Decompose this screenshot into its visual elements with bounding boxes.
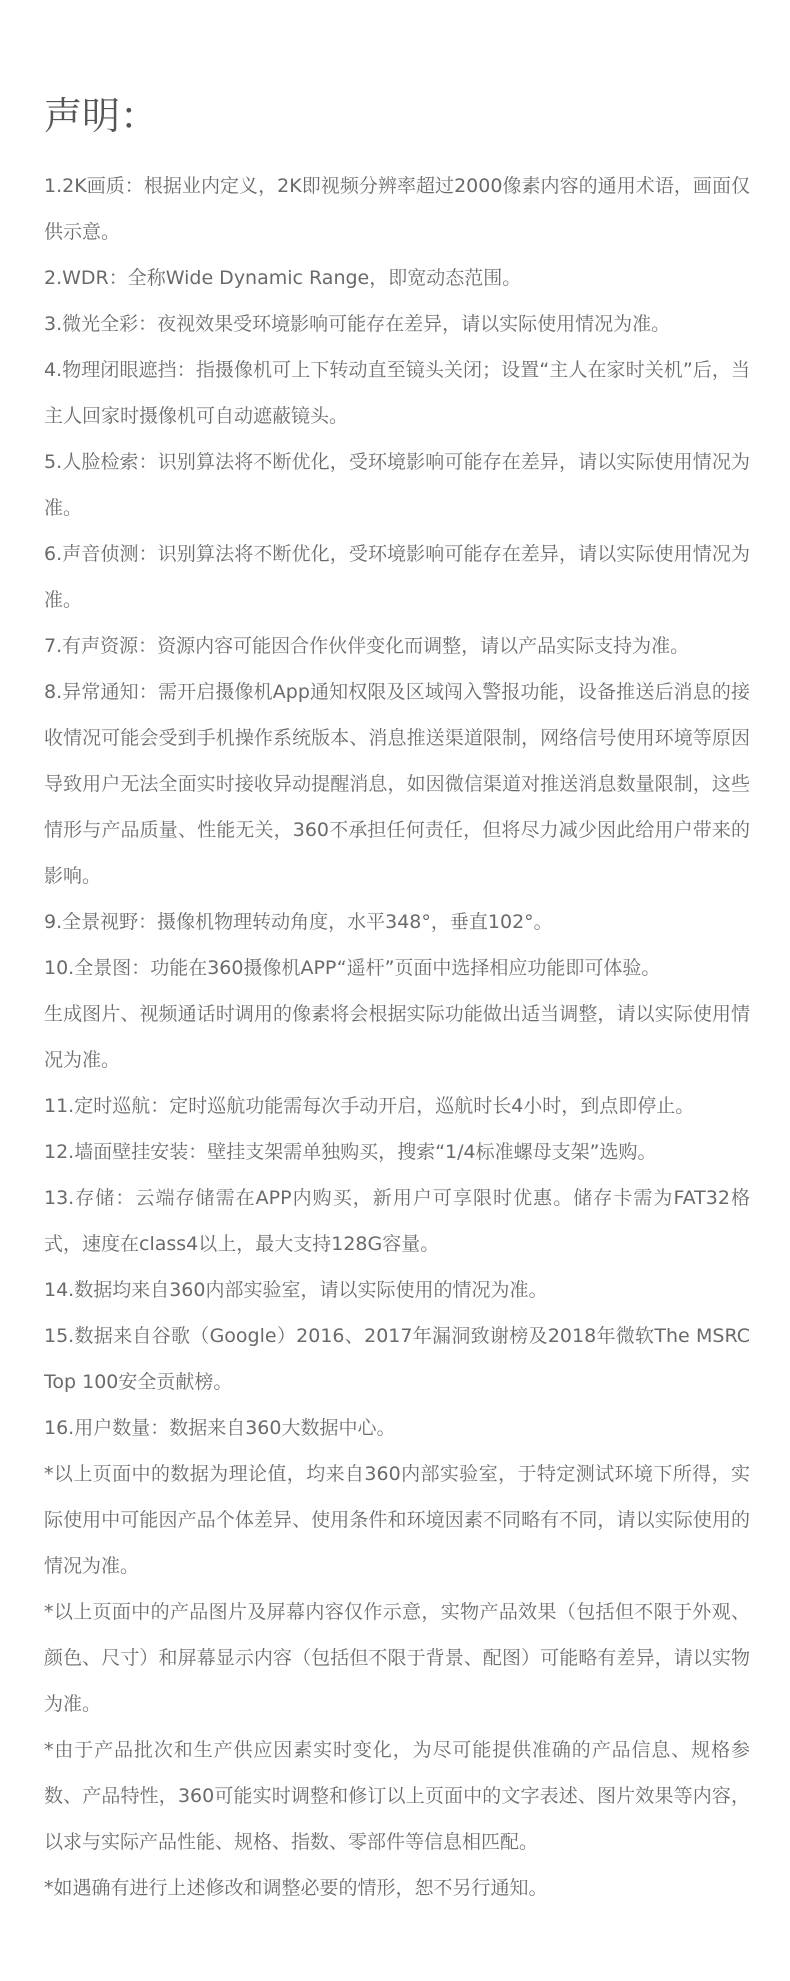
- disclaimer-item-15: 15.数据来自谷歌（Google）2016、2017年漏洞致谢榜及2018年微软The MSRC Top 100安全贡献榜。: [44, 1325, 750, 1393]
- disclaimer-item-7: 7.有声资源：资源内容可能因合作伙伴变化而调整，请以产品实际支持为准。: [44, 635, 690, 657]
- disclaimer-item-6: 6.声音侦测：识别算法将不断优化，受环境影响可能存在差异，请以实际使用情况为准。: [44, 543, 750, 611]
- disclaimer-item-13: 13.存储：云端存储需在APP内购买，新用户可享限时优惠。储存卡需为FAT32格式，速度在class4以上，最大支持128G容量。: [44, 1187, 750, 1255]
- disclaimer-note-3: *由于产品批次和生产供应因素实时变化，为尽可能提供准确的产品信息、规格参数、产品特性，360可能实时调整和修订以上页面中的文字表述、图片效果等内容，以求与实际产品性能、规格、指数、零部件等信息相匹配。: [44, 1739, 750, 1853]
- disclaimer-note-2: *以上页面中的产品图片及屏幕内容仅作示意，实物产品效果（包括但不限于外观、颜色、尺寸）和屏幕显示内容（包括但不限于背景、配图）可能略有差异，请以实物为准。: [44, 1601, 750, 1715]
- disclaimer-note-1: *以上页面中的数据为理论值，均来自360内部实验室，于特定测试环境下所得，实际使用中可能因产品个体差异、使用条件和环境因素不同略有不同，请以实际使用的情况为准。: [44, 1463, 750, 1577]
- disclaimer-item-1: 1.2K画质：根据业内定义，2K即视频分辨率超过2000像素内容的通用术语，画面仅供示意。: [44, 175, 750, 243]
- disclaimer-list: [44, 163, 750, 1911]
- disclaimer-item-10: 10.全景图：功能在360摄像机APP“遥杆”页面中选择相应功能即可体验。: [44, 957, 661, 979]
- disclaimer-item-4: 4.物理闭眼遮挡：指摄像机可上下转动直至镜头关闭；设置“主人在家时关机”后，当主人回家时摄像机可自动遮蔽镜头。: [44, 359, 750, 427]
- disclaimer-item-9: 9.全景视野：摄像机物理转动角度，水平348°，垂直102°。: [44, 911, 553, 933]
- disclaimer-item-10-note: 生成图片、视频通话时调用的像素将会根据实际功能做出适当调整，请以实际使用情况为准。: [44, 1003, 750, 1071]
- disclaimer-item-11: 11.定时巡航：定时巡航功能需每次手动开启，巡航时长4小时，到点即停止。: [44, 1095, 695, 1117]
- page-title: 声明：: [44, 94, 159, 138]
- disclaimer-item-5: 5.人脸检索：识别算法将不断优化，受环境影响可能存在差异，请以实际使用情况为准。: [44, 451, 750, 519]
- disclaimer-item-14: 14.数据均来自360内部实验室，请以实际使用的情况为准。: [44, 1279, 548, 1301]
- disclaimer-note-4: *如遇确有进行上述修改和调整必要的情形，恕不另行通知。: [44, 1877, 548, 1899]
- disclaimer-item-16: 16.用户数量：数据来自360大数据中心。: [44, 1417, 396, 1439]
- disclaimer-item-8: 8.异常通知：需开启摄像机App通知权限及区域闯入警报功能，设备推送后消息的接收情况可能会受到手机操作系统版本、消息推送渠道限制，网络信号使用环境等原因导致用户无法全面实时接收异动提醒消息，如因微信渠道对推送消息数量限制，这些情形与产品质量、性能无关，360不承担任何责任，但将尽力减少因此给用户带来的影响。: [44, 681, 750, 887]
- disclaimer-item-3: 3.微光全彩：夜视效果受环境影响可能存在差异，请以实际使用情况为准。: [44, 313, 671, 335]
- disclaimer-item-12: 12.墙面壁挂安装：壁挂支架需单独购买，搜索“1/4标准螺母支架”选购。: [44, 1141, 657, 1163]
- disclaimer-item-2: 2.WDR：全称Wide Dynamic Range，即宽动态范围。: [44, 267, 522, 289]
